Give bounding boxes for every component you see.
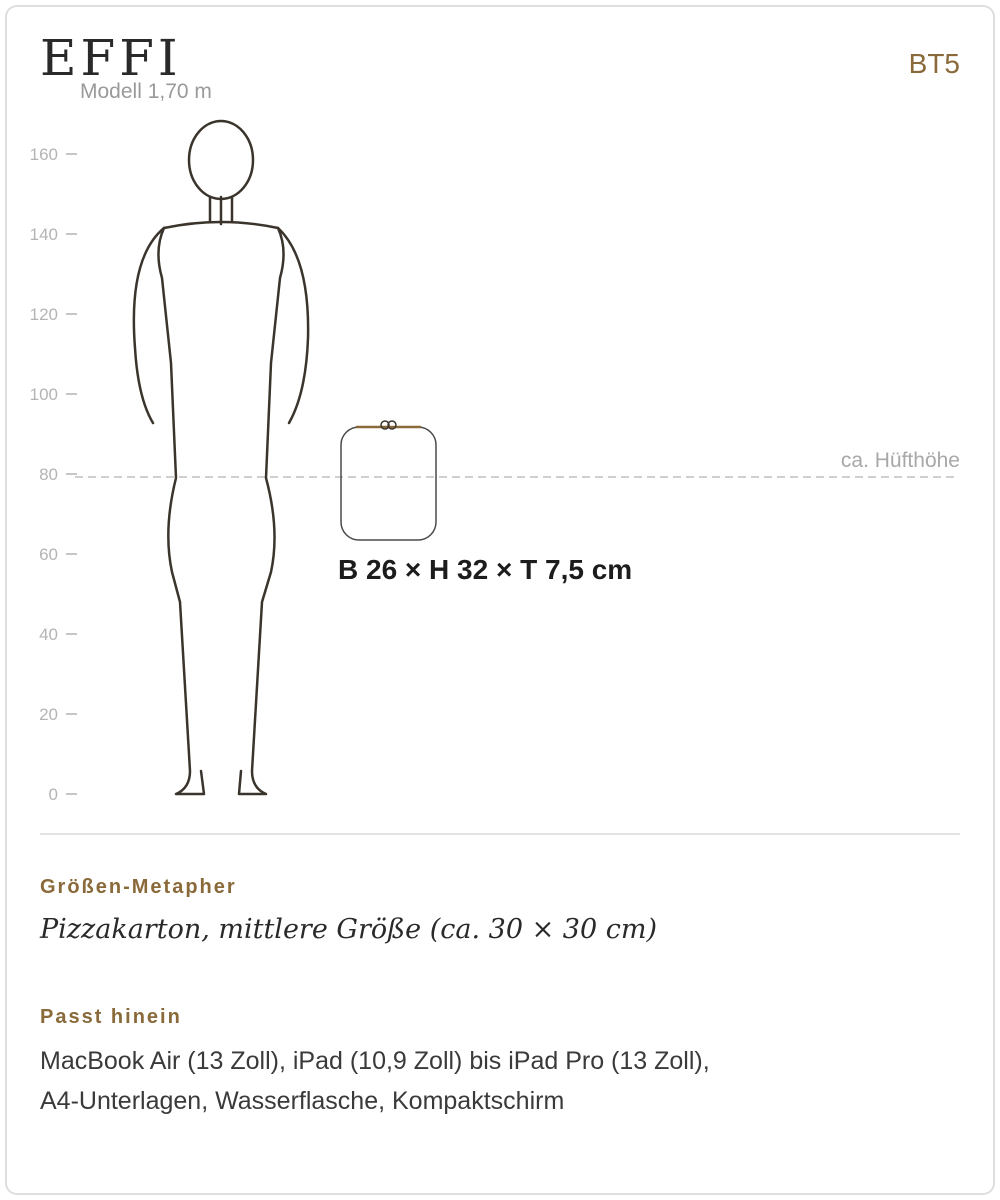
size-metaphor-heading: Größen-Metapher <box>40 876 237 898</box>
scale-tick-label: 0 <box>48 785 58 804</box>
fits-inside-text: MacBook Air (13 Zoll), iPad (10,9 Zoll) bis iPad Pro (13 Zoll), A4-Unterlagen, Wasserflasche, Kompaktschirm <box>40 1047 710 1115</box>
scale-tick-label: 120 <box>29 305 58 324</box>
bag-illustration <box>341 421 436 540</box>
size-metaphor-text: Pizzakarton, mittlere Größe (ca. 30 × 30 cm) <box>40 914 657 945</box>
height-scale <box>30 145 77 804</box>
scale-tick-label: 20 <box>39 705 58 724</box>
scale-tick-label: 160 <box>29 145 58 164</box>
scale-tick-label: 40 <box>39 625 58 644</box>
product-title: EFFI <box>40 29 182 87</box>
hip-height-label: ca. Hüfthöhe <box>840 449 960 472</box>
fits-inside-heading: Passt hinein <box>40 1006 182 1028</box>
section-divider <box>40 833 960 835</box>
scale-tick-label: 60 <box>39 545 58 564</box>
model-silhouette <box>134 121 308 794</box>
product-code: BT5 <box>908 48 960 79</box>
scale-tick-label: 80 <box>39 465 58 484</box>
scale-tick-label: 100 <box>29 385 58 404</box>
model-height-label: Modell 1,70 m <box>80 80 212 103</box>
bag-dimensions: B 26 × H 32 × T 7,5 cm <box>338 554 633 585</box>
scale-tick-label: 140 <box>29 225 58 244</box>
